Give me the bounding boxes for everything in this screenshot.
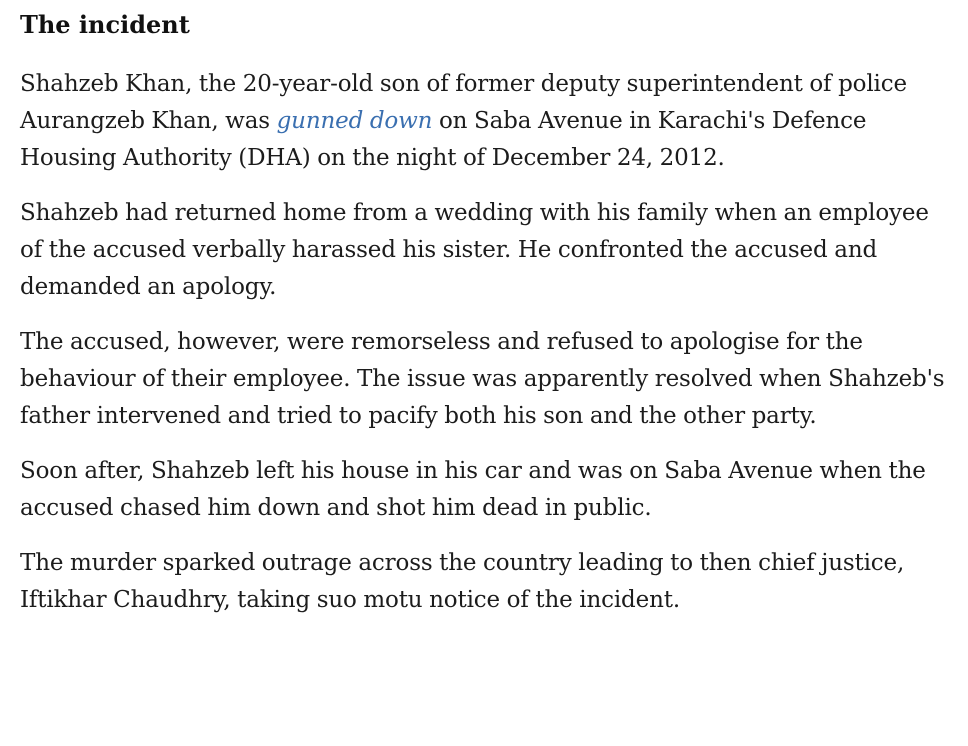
paragraph-5: The murder sparked outrage across the country leading to then chief justice, Iftikhar Chaudhry, taking suo motu notice of the incident. (20, 550, 905, 613)
paragraph-4: Soon after, Shahzeb left his house in his car and was on Saba Avenue when the accused chased him down and shot him dead in public. (20, 458, 926, 521)
paragraph-1 (20, 66, 955, 177)
gunned-down-link[interactable]: gunned down (276, 108, 433, 134)
paragraph-1-text-after-link: on Saba Avenue in Karachi's Defence Housing Authority (DHA) on the night of December 24, 2012. (20, 108, 867, 171)
paragraph-2: Shahzeb had returned home from a wedding with his family when an employee of the accused verbally harassed his sister. He confronted the accused and demanded an apology. (20, 200, 929, 300)
article-body (20, 6, 955, 637)
section-heading: The incident (20, 10, 190, 39)
paragraph-1-text-before-link: Shahzeb Khan, the 20-year-old son of former deputy superintendent of police Aurangzeb Khan, was (20, 71, 907, 134)
paragraph-3: The accused, however, were remorseless and refused to apologise for the behaviour of their employee. The issue was apparently resolved when Shahzeb's father intervened and tried to pacify both his son and the other party. (20, 329, 945, 429)
